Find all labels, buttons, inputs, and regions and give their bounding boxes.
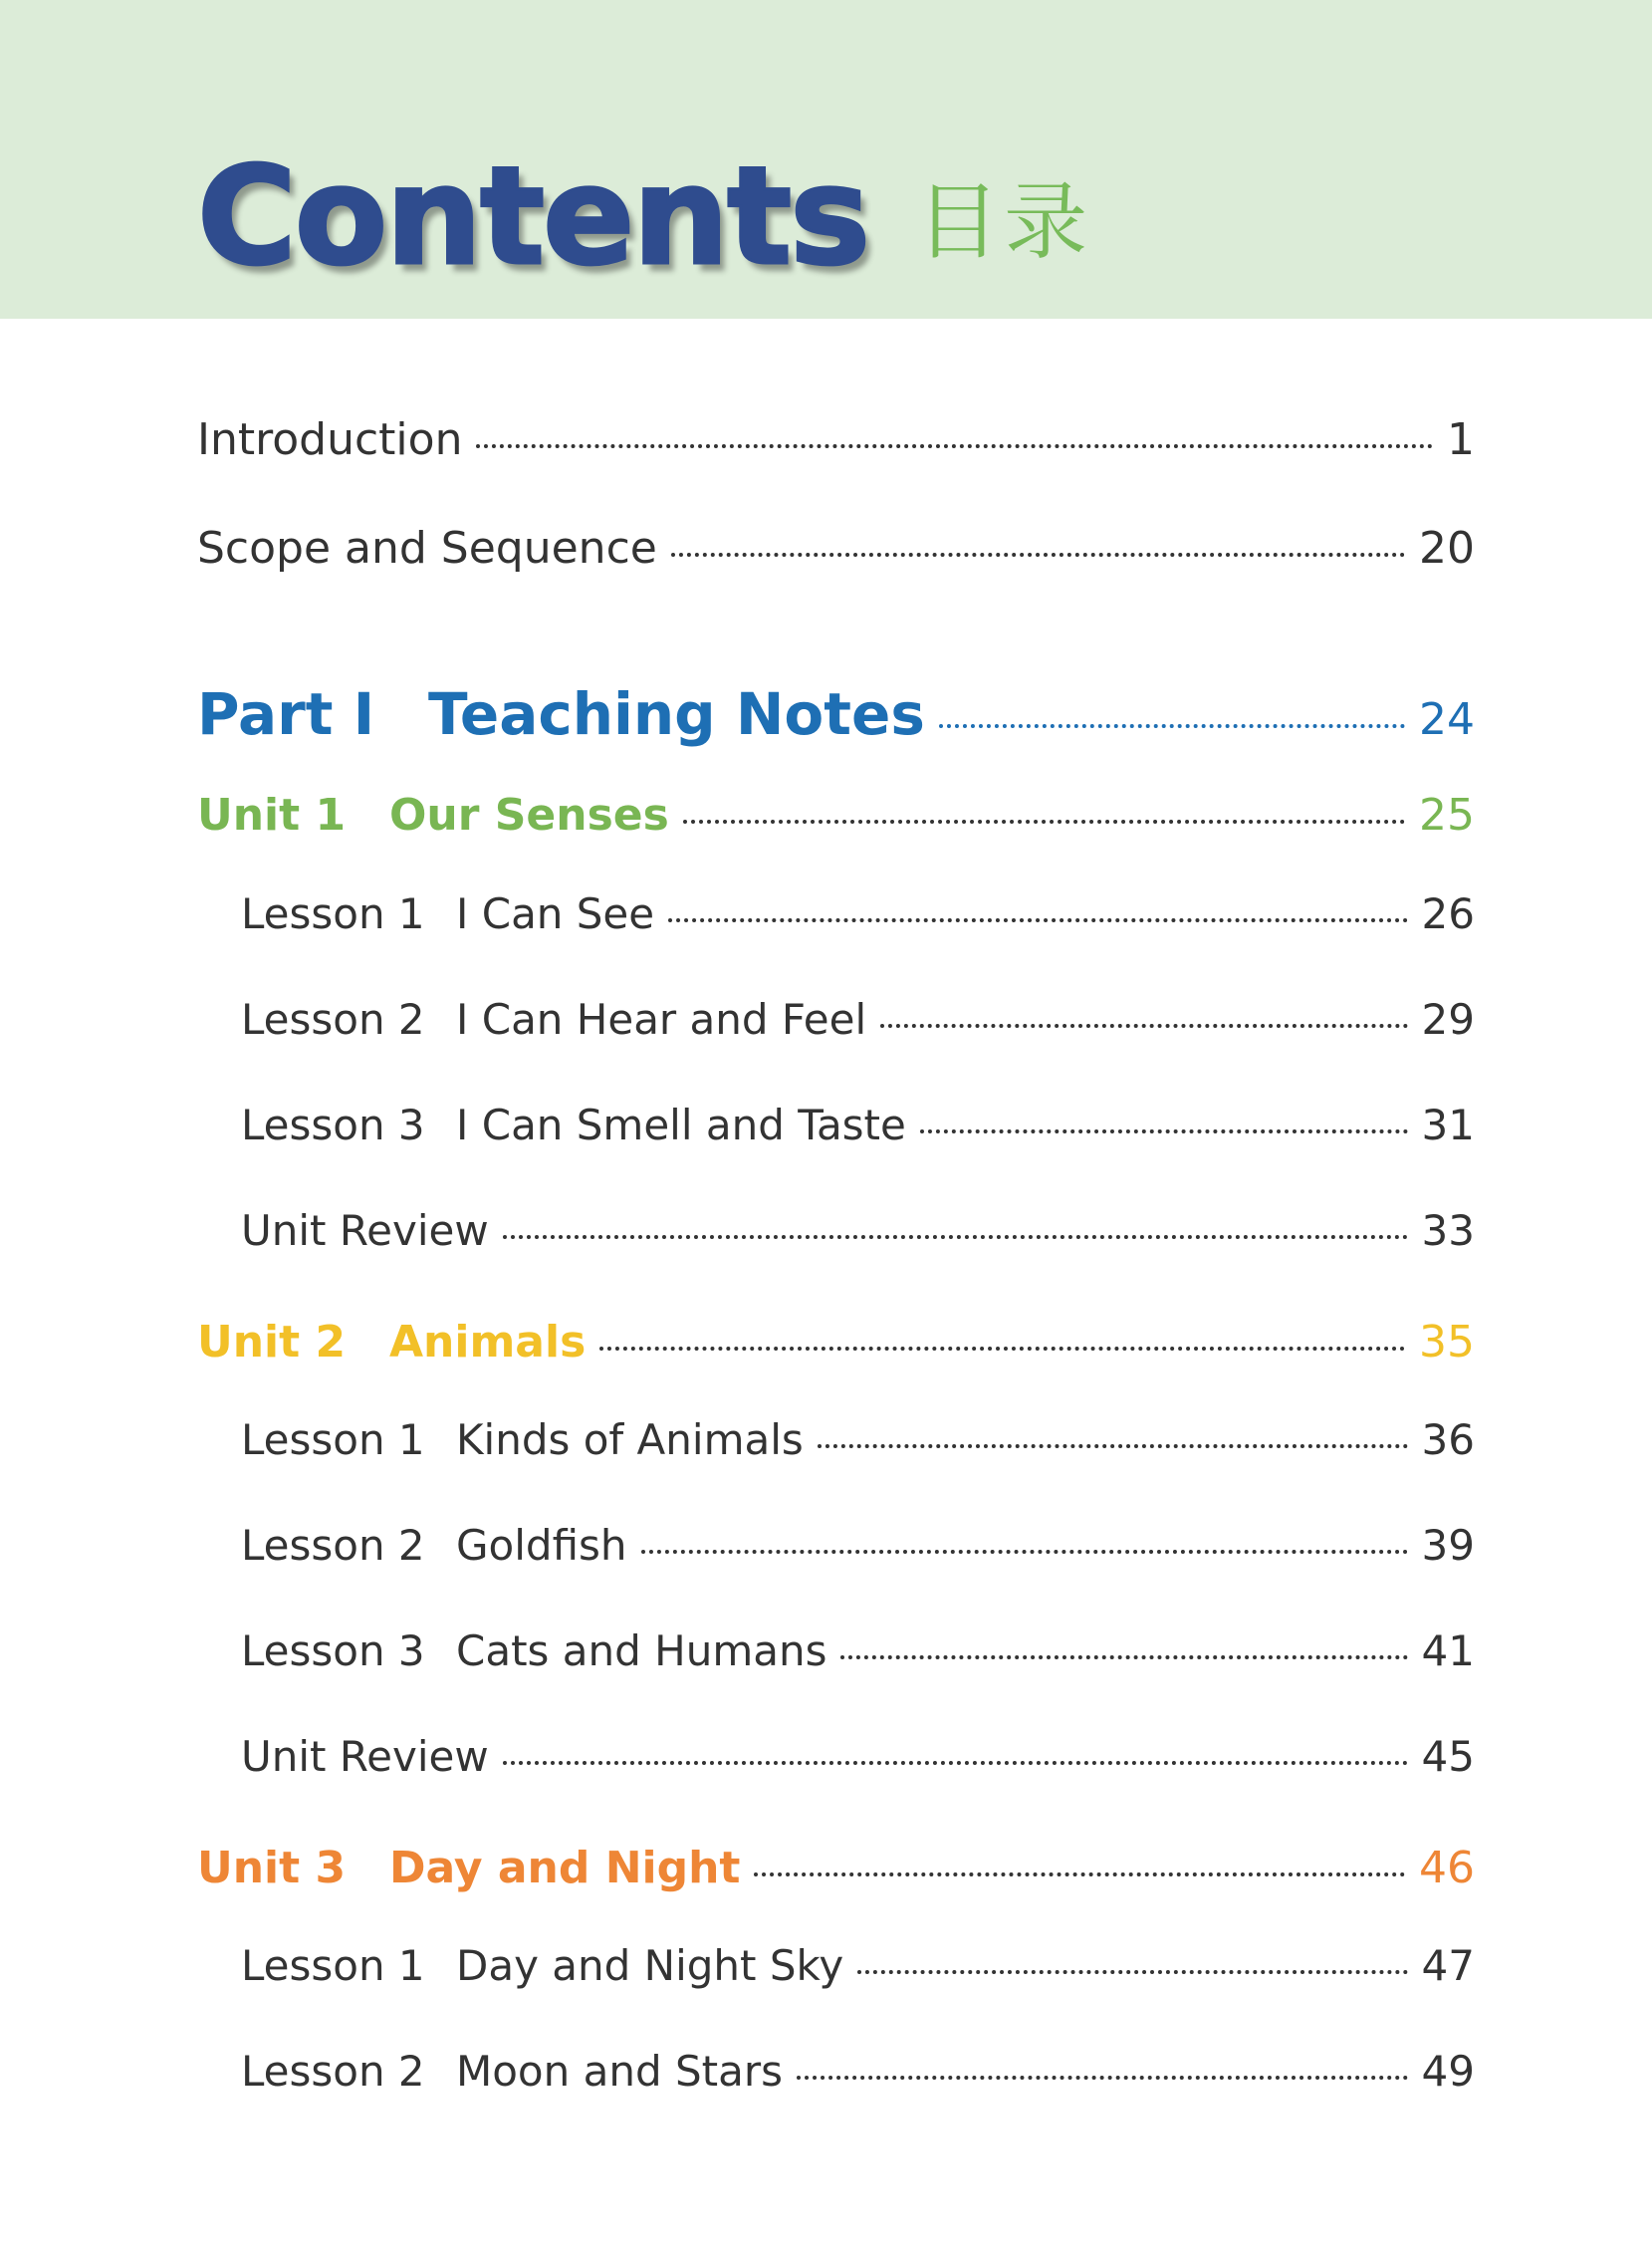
toc-entry-label: Our Senses	[389, 790, 669, 841]
toc-entry-unit-1[interactable]	[197, 790, 1475, 841]
toc-entry-label: Teaching Notes	[428, 680, 925, 748]
toc-entry-page: 47	[1421, 1941, 1475, 1990]
toc-entry-unit-2[interactable]	[197, 1317, 1475, 1368]
lesson-number: Lesson 2	[241, 1521, 425, 1570]
toc-entry-page: 25	[1419, 790, 1475, 841]
toc-entry-page: 39	[1421, 1521, 1475, 1570]
toc-entry-label: Kinds of Animals	[456, 1415, 804, 1464]
dot-leader	[683, 820, 1405, 824]
dot-leader	[880, 1024, 1407, 1028]
toc-entry-page: 24	[1419, 694, 1475, 745]
toc-entry-page: 35	[1419, 1317, 1475, 1368]
toc-entry-lesson[interactable]	[241, 1521, 1475, 1570]
toc-entry-label: Unit Review	[241, 1732, 489, 1781]
toc-entry-part-1[interactable]	[197, 680, 1475, 748]
unit-number: Unit 1	[197, 790, 347, 841]
toc-entry-label: Cats and Humans	[456, 1626, 827, 1675]
lesson-number: Lesson 3	[241, 1626, 425, 1675]
dot-leader	[939, 724, 1405, 728]
toc-entry-page: 20	[1419, 523, 1475, 574]
toc-entry-page: 41	[1421, 1626, 1475, 1675]
toc-entry-label: I Can See	[456, 889, 655, 938]
lesson-number: Lesson 1	[241, 889, 425, 938]
dot-leader	[476, 444, 1433, 448]
toc-entry-page: 29	[1421, 995, 1475, 1044]
toc-entry-lesson[interactable]	[241, 1626, 1475, 1675]
toc-entry-introduction[interactable]	[197, 414, 1475, 465]
toc-entry-label: Day and Night Sky	[456, 1941, 844, 1990]
unit-number: Unit 3	[197, 1843, 347, 1893]
toc-entry-label: Goldfish	[456, 1521, 627, 1570]
lesson-number: Lesson 1	[241, 1415, 425, 1464]
dot-leader	[641, 1550, 1408, 1554]
toc-entry-page: 46	[1419, 1843, 1475, 1893]
lesson-number: Lesson 3	[241, 1101, 425, 1149]
toc-entry-label: Animals	[389, 1317, 587, 1368]
toc-entry-lesson[interactable]	[241, 995, 1475, 1044]
dot-leader	[797, 2076, 1408, 2080]
toc-entry-page: 31	[1421, 1101, 1475, 1149]
toc-entry-label: Day and Night	[389, 1843, 741, 1893]
toc-entry-label: Introduction	[197, 414, 463, 465]
dot-leader	[503, 1761, 1408, 1765]
lesson-number: Lesson 2	[241, 995, 425, 1044]
toc-entry-unit-review[interactable]	[241, 1732, 1475, 1781]
dot-leader	[503, 1235, 1408, 1239]
dot-leader	[920, 1129, 1408, 1133]
toc-entry-unit-review[interactable]	[241, 1206, 1475, 1255]
toc-entry-lesson[interactable]	[241, 889, 1475, 938]
dot-leader	[840, 1655, 1407, 1659]
dot-leader	[818, 1444, 1408, 1448]
toc-entry-page: 49	[1421, 2047, 1475, 2096]
toc-entry-label: Scope and Sequence	[197, 523, 657, 574]
dot-leader	[754, 1872, 1405, 1876]
toc-entry-scope-and-sequence[interactable]	[197, 523, 1475, 574]
lesson-number: Lesson 2	[241, 2047, 425, 2096]
toc-entry-page: 33	[1421, 1206, 1475, 1255]
toc-entry-page: 26	[1421, 889, 1475, 938]
toc-entry-label: Unit Review	[241, 1206, 489, 1255]
toc-entry-page: 45	[1421, 1732, 1475, 1781]
title-chinese: 目录	[916, 173, 1092, 271]
title-english: Contents	[197, 138, 869, 296]
toc-entry-label: I Can Smell and Taste	[456, 1101, 906, 1149]
toc-entry-lesson[interactable]	[241, 2047, 1475, 2096]
dot-leader	[671, 553, 1405, 557]
toc-entry-lesson[interactable]	[241, 1101, 1475, 1149]
dot-leader	[668, 918, 1407, 922]
dot-leader	[857, 1970, 1407, 1974]
dot-leader	[599, 1347, 1405, 1351]
toc-entry-page: 36	[1421, 1415, 1475, 1464]
toc-entry-unit-3[interactable]	[197, 1843, 1475, 1893]
toc-entry-lesson[interactable]	[241, 1415, 1475, 1464]
unit-number: Unit 2	[197, 1317, 347, 1368]
toc-entry-lesson[interactable]	[241, 1941, 1475, 1990]
toc-entry-label: Moon and Stars	[456, 2047, 783, 2096]
part-number: Part I	[197, 680, 375, 748]
lesson-number: Lesson 1	[241, 1941, 425, 1990]
toc-entry-page: 1	[1447, 414, 1475, 465]
toc-entry-label: I Can Hear and Feel	[456, 995, 867, 1044]
